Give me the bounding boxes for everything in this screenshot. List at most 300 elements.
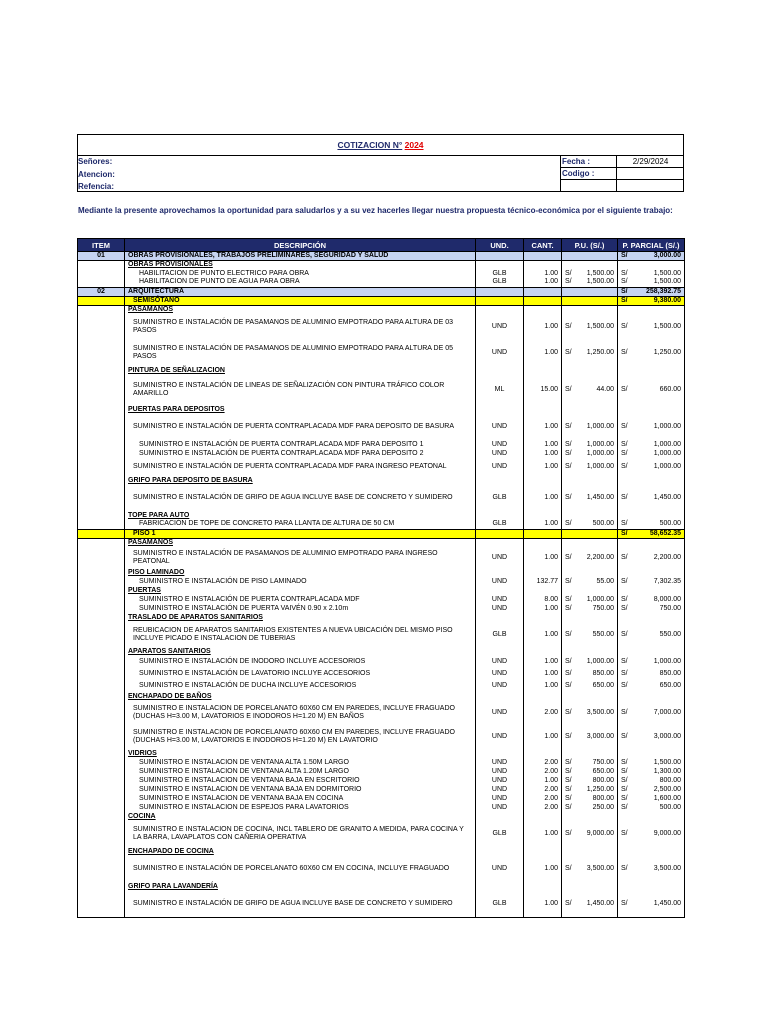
unit-price-cell <box>562 287 618 296</box>
currency-symbol: S/ <box>565 682 572 689</box>
description-cell: SUMINISTRO E INSTALACIÓN DE GRIFO DE AGUA INCLUYE BASE DE CONCRETO Y SUMIDERO <box>125 485 476 511</box>
unit-cell: ML <box>476 375 524 405</box>
amount: 1,450.00 <box>653 899 681 907</box>
table-row <box>78 821 685 847</box>
partial-price-cell <box>618 647 685 656</box>
unit-price-cell <box>562 520 618 529</box>
currency-symbol: S/ <box>565 553 572 561</box>
quantity-cell <box>524 511 562 520</box>
quantity-cell: 1.00 <box>524 821 562 847</box>
group-row <box>78 749 685 758</box>
currency-symbol: S/ <box>621 423 628 430</box>
description-cell: SUMINISTRO E INSTALACIÓN DE PORCELANATO 60X60 CM EN COCINA, INCLUYE FRAGUADO <box>125 856 476 882</box>
quantity-cell: 1.00 <box>524 604 562 613</box>
description-cell: SUMINISTRO E INSTALACIÓN DE PUERTA CONTRAPLACADA MDF PARA INGRESO PEATONAL <box>125 458 476 476</box>
amount: 1,000.00 <box>586 449 614 457</box>
partial-price-cell <box>618 586 685 595</box>
description-cell: ENCHAPADO DE BAÑOS <box>125 692 476 701</box>
partial-price-cell <box>618 340 685 366</box>
unit-cell: GLB <box>476 891 524 917</box>
atencion-label: Atencion: <box>78 170 115 179</box>
currency-symbol: S/ <box>565 440 572 448</box>
amount: 1,000.00 <box>586 463 614 470</box>
unit-price-cell <box>562 577 618 586</box>
item-cell <box>78 305 125 314</box>
group-row <box>78 538 685 547</box>
quantity-cell: 1.00 <box>524 891 562 917</box>
item-cell <box>78 296 125 305</box>
amount: 55.00 <box>596 577 614 585</box>
item-cell <box>78 785 125 794</box>
partial-price-cell <box>618 882 685 891</box>
item-cell <box>78 586 125 595</box>
unit-cell: UND <box>476 577 524 586</box>
description-cell: SUMINISTRO E INSTALACION DE PORCELANATO 60X60 CM EN PAREDES, INCLUYE FRAGUADO (DUCHAS H=3.00 M, LAVATORIOS E INODOROS H=1.20 M) EN BAÑOS <box>125 701 476 725</box>
amount: 650.00 <box>592 682 614 689</box>
table-row <box>78 701 685 725</box>
currency-symbol: S/ <box>565 520 572 528</box>
partial-price-cell <box>618 785 685 794</box>
currency-symbol: S/ <box>565 577 572 585</box>
unit-price-cell <box>562 314 618 340</box>
partial-price-cell <box>618 287 685 296</box>
currency-symbol: S/ <box>565 494 572 501</box>
unit-price-cell <box>562 647 618 656</box>
quantity-cell <box>524 529 562 538</box>
amount: 500.00 <box>659 803 681 811</box>
unit-price-cell <box>562 856 618 882</box>
quantity-cell <box>524 647 562 656</box>
partial-price-cell <box>618 680 685 692</box>
item-cell <box>78 656 125 668</box>
unit-cell <box>476 647 524 656</box>
description-cell: SUMINISTRO E INSTALACION DE VENTANA BAJA EN DORMITORIO <box>125 785 476 794</box>
description-cell: SUMINISTRO E INSTALACIÓN DE PUERTA CONTRAPLACADA MDF PARA DEPOSITO 1 <box>125 440 476 449</box>
description-cell: PINTURA DE SEÑALIZACION <box>125 366 476 375</box>
description-cell: PUERTAS PARA DEPOSITOS <box>125 405 476 414</box>
amount: 1,000.00 <box>653 423 681 430</box>
currency-symbol: S/ <box>565 670 572 677</box>
unit-cell: UND <box>476 803 524 812</box>
amount: 8,000.00 <box>653 595 681 603</box>
description-cell: OBRAS PROVISIONALES, TRABAJOS PRELIMINARES, SEGURIDAD Y SALUD <box>125 252 476 261</box>
quantity-cell <box>524 586 562 595</box>
unit-price-cell <box>562 547 618 568</box>
description-cell: ARQUITECTURA <box>125 287 476 296</box>
description-cell: PASAMANOS <box>125 305 476 314</box>
item-cell <box>78 366 125 375</box>
description-cell: ENCHAPADO DE COCINA <box>125 847 476 856</box>
table-row <box>78 856 685 882</box>
partial-price-cell <box>618 414 685 440</box>
currency-symbol: S/ <box>565 865 572 872</box>
description-cell: SUMINISTRO E INSTALACIÓN DE INODORO INCLUYE ACCESORIOS <box>125 656 476 668</box>
quantity-cell: 15.00 <box>524 375 562 405</box>
item-cell <box>78 261 125 270</box>
quantity-cell: 2.00 <box>524 803 562 812</box>
unit-price-cell <box>562 821 618 847</box>
table-row <box>78 414 685 440</box>
item-cell <box>78 520 125 529</box>
unit-cell: UND <box>476 414 524 440</box>
unit-cell: UND <box>476 794 524 803</box>
amount: 3,000.00 <box>653 252 681 259</box>
quantity-cell <box>524 252 562 261</box>
amount: 1,500.00 <box>653 278 681 286</box>
description-cell: SUMINISTRO E INSTALACIÓN DE PISO LAMINADO <box>125 577 476 586</box>
table-row <box>78 440 685 449</box>
table-row <box>78 458 685 476</box>
amount: 2,200.00 <box>653 553 681 561</box>
item-cell <box>78 511 125 520</box>
amount: 500.00 <box>592 520 614 528</box>
table-row <box>78 803 685 812</box>
group-row <box>78 613 685 622</box>
currency-symbol: S/ <box>565 767 572 775</box>
partial-price-cell <box>618 803 685 812</box>
currency-symbol: S/ <box>621 577 628 585</box>
currency-symbol: S/ <box>621 604 628 612</box>
amount: 7,000.00 <box>653 709 681 716</box>
unit-cell <box>476 538 524 547</box>
partial-price-cell <box>618 511 685 520</box>
currency-symbol: S/ <box>621 709 628 716</box>
unit-price-cell <box>562 278 618 287</box>
partial-price-cell <box>618 856 685 882</box>
partial-price-cell <box>618 440 685 449</box>
description-cell: GRIFO PARA LAVANDERÍA <box>125 882 476 891</box>
quantity-cell: 2.00 <box>524 758 562 767</box>
quotation-table <box>77 238 685 918</box>
group-row <box>78 882 685 891</box>
partial-price-cell <box>618 458 685 476</box>
unit-cell <box>476 568 524 577</box>
unit-cell: UND <box>476 767 524 776</box>
description-cell: SUMINISTRO E INSTALACIÓN DE PASAMANOS DE ALUMINIO EMPOTRADO PARA ALTURA DE 03 PASOS <box>125 314 476 340</box>
currency-symbol: S/ <box>621 520 628 528</box>
quantity-cell <box>524 366 562 375</box>
unit-price-cell <box>562 375 618 405</box>
partial-price-cell <box>618 538 685 547</box>
currency-symbol: S/ <box>621 682 628 689</box>
partial-price-cell <box>618 449 685 458</box>
description-cell: SUMINISTRO E INSTALACIÓN DE PUERTA CONTRAPLACADA MDF PARA DEPOSITO DE BASURA <box>125 414 476 440</box>
unit-cell <box>476 692 524 701</box>
currency-symbol: S/ <box>621 630 628 638</box>
amount: 1,500.00 <box>653 269 681 277</box>
table-row <box>78 680 685 692</box>
unit-price-cell <box>562 776 618 785</box>
amount: 750.00 <box>659 604 681 612</box>
amount: 660.00 <box>659 386 681 393</box>
partial-price-cell <box>618 776 685 785</box>
quantity-cell: 1.00 <box>524 278 562 287</box>
currency-symbol: S/ <box>565 449 572 457</box>
description-cell: APARATOS SANITARIOS <box>125 647 476 656</box>
unit-price-cell <box>562 767 618 776</box>
group-row <box>78 405 685 414</box>
currency-symbol: S/ <box>621 758 628 766</box>
currency-symbol: S/ <box>565 269 572 277</box>
unit-price-cell <box>562 529 618 538</box>
currency-symbol: S/ <box>621 440 628 448</box>
quantity-cell <box>524 287 562 296</box>
unit-price-cell <box>562 538 618 547</box>
currency-symbol: S/ <box>621 386 628 393</box>
unit-cell: GLB <box>476 622 524 647</box>
description-cell: SUMINISTRO E INSTALACIÓN DE PASAMANOS DE ALUMINIO EMPOTRADO PARA ALTURA DE 05 PASOS <box>125 340 476 366</box>
group-row <box>78 366 685 375</box>
fecha-value: 2/29/2024 <box>616 155 684 168</box>
item-cell: 01 <box>78 252 125 261</box>
quantity-cell <box>524 476 562 485</box>
currency-symbol: S/ <box>565 733 572 740</box>
unit-cell: GLB <box>476 520 524 529</box>
amount: 258,392.75 <box>645 287 681 295</box>
table-row <box>78 758 685 767</box>
quantity-cell: 1.00 <box>524 269 562 278</box>
quantity-cell: 1.00 <box>524 668 562 680</box>
partial-price-cell <box>618 405 685 414</box>
amount: 650.00 <box>592 767 614 775</box>
item-cell <box>78 314 125 340</box>
unit-price-cell <box>562 458 618 476</box>
quantity-cell: 132.77 <box>524 577 562 586</box>
unit-cell: GLB <box>476 821 524 847</box>
table-header-row <box>78 239 685 252</box>
unit-cell <box>476 252 524 261</box>
unit-cell: UND <box>476 547 524 568</box>
group-row <box>78 647 685 656</box>
currency-symbol: S/ <box>565 323 572 330</box>
blank-value-cell <box>616 180 684 192</box>
unit-price-cell <box>562 794 618 803</box>
item-cell <box>78 529 125 538</box>
quantity-cell: 1.00 <box>524 440 562 449</box>
partial-price-cell <box>618 656 685 668</box>
description-cell: PISO 1 <box>125 529 476 538</box>
quantity-cell <box>524 613 562 622</box>
unit-price-cell <box>562 812 618 821</box>
currency-symbol: S/ <box>621 278 628 286</box>
unit-price-cell <box>562 891 618 917</box>
amount: 1,500.00 <box>586 269 614 277</box>
amount: 1,450.00 <box>586 899 614 907</box>
table-row <box>78 375 685 405</box>
subsection-row <box>78 296 685 305</box>
unit-cell <box>476 586 524 595</box>
referencia-label: Refencia: <box>78 182 115 191</box>
unit-price-cell <box>562 595 618 604</box>
table-row <box>78 269 685 278</box>
amount: 800.00 <box>592 794 614 802</box>
unit-price-cell <box>562 449 618 458</box>
unit-cell: UND <box>476 680 524 692</box>
blank-label-cell <box>560 180 616 192</box>
unit-price-cell <box>562 668 618 680</box>
amount: 1,000.00 <box>586 423 614 430</box>
item-cell <box>78 701 125 725</box>
currency-symbol: S/ <box>565 830 572 837</box>
quantity-cell <box>524 261 562 270</box>
amount: 9,380.00 <box>653 296 681 304</box>
amount: 2,500.00 <box>653 785 681 793</box>
currency-symbol: S/ <box>621 553 628 561</box>
currency-symbol: S/ <box>565 630 572 638</box>
unit-cell: UND <box>476 758 524 767</box>
unit-price-cell <box>562 604 618 613</box>
currency-symbol: S/ <box>621 449 628 457</box>
unit-price-cell <box>562 252 618 261</box>
quantity-cell <box>524 538 562 547</box>
item-cell <box>78 476 125 485</box>
item-cell <box>78 847 125 856</box>
table-row <box>78 785 685 794</box>
amount: 1,300.00 <box>653 767 681 775</box>
table-row <box>78 794 685 803</box>
description-cell: HABILITACION DE PUNTO DE AGUA PARA OBRA <box>125 278 476 287</box>
amount: 650.00 <box>659 682 681 689</box>
unit-price-cell <box>562 296 618 305</box>
table-row <box>78 891 685 917</box>
currency-symbol: S/ <box>621 349 628 356</box>
quantity-cell: 1.00 <box>524 622 562 647</box>
quantity-cell: 1.00 <box>524 449 562 458</box>
description-cell: PASAMANOS <box>125 538 476 547</box>
description-cell: SUMINISTRO E INSTALACIÓN DE LAVATORIO INCLUYE ACCESORIOS <box>125 668 476 680</box>
item-cell <box>78 375 125 405</box>
amount: 1,000.00 <box>586 658 614 665</box>
table-row <box>78 622 685 647</box>
currency-symbol: S/ <box>621 494 628 501</box>
quantity-cell: 1.00 <box>524 414 562 440</box>
amount: 1,600.00 <box>653 794 681 802</box>
unit-cell <box>476 882 524 891</box>
currency-symbol: S/ <box>621 830 628 837</box>
partial-price-cell <box>618 366 685 375</box>
unit-cell: GLB <box>476 269 524 278</box>
partial-price-cell <box>618 812 685 821</box>
unit-price-cell <box>562 305 618 314</box>
codigo-value <box>616 168 684 180</box>
partial-price-cell <box>618 758 685 767</box>
description-cell: SUMINISTRO E INSTALACIÓN DE PASAMANOS DE ALUMINIO EMPOTRADO PARA INGRESO PEATONAL <box>125 547 476 568</box>
amount: 1,000.00 <box>586 440 614 448</box>
currency-symbol: S/ <box>565 278 572 286</box>
amount: 850.00 <box>659 670 681 677</box>
description-cell: SUMINISTRO E INSTALACION DE VENTANA BAJA EN ESCRITORIO <box>125 776 476 785</box>
col-pu: P.U. (S/.) <box>562 239 618 252</box>
item-cell <box>78 613 125 622</box>
unit-cell <box>476 287 524 296</box>
description-cell: TOPE PARA AUTO <box>125 511 476 520</box>
currency-symbol: S/ <box>565 349 572 356</box>
description-cell: SUMINISTRO E INSTALACION DE VENTANA BAJA EN COCINA <box>125 794 476 803</box>
unit-price-cell <box>562 758 618 767</box>
quantity-cell: 1.00 <box>524 314 562 340</box>
group-row <box>78 568 685 577</box>
currency-symbol: S/ <box>621 733 628 740</box>
currency-symbol: S/ <box>621 269 628 277</box>
amount: 1,000.00 <box>653 449 681 457</box>
quotation-title: COTIZACION N° 2024 <box>78 135 683 156</box>
partial-price-cell <box>618 701 685 725</box>
unit-cell: UND <box>476 458 524 476</box>
quantity-cell <box>524 812 562 821</box>
amount: 1,000.00 <box>653 658 681 665</box>
description-cell: SEMISÓTANO <box>125 296 476 305</box>
item-cell <box>78 891 125 917</box>
item-cell <box>78 547 125 568</box>
table-row <box>78 725 685 749</box>
partial-price-cell <box>618 314 685 340</box>
description-cell: REUBICACION DE APARATOS SANITARIOS EXISTENTES A NUEVA UBICACIÓN DEL MISMO PISO INCLUYE PICADO E INSTALACION DE TUBERIAS <box>125 622 476 647</box>
partial-price-cell <box>618 891 685 917</box>
item-cell <box>78 595 125 604</box>
amount: 750.00 <box>592 604 614 612</box>
description-cell: COCINA <box>125 812 476 821</box>
quantity-cell: 1.00 <box>524 856 562 882</box>
item-cell <box>78 803 125 812</box>
unit-cell <box>476 476 524 485</box>
partial-price-cell <box>618 595 685 604</box>
description-cell: SUMINISTRO E INSTALACIÓN DE DUCHA INCLUYE ACCESORIOS <box>125 680 476 692</box>
partial-price-cell <box>618 668 685 680</box>
currency-symbol: S/ <box>565 758 572 766</box>
unit-cell <box>476 261 524 270</box>
quantity-cell <box>524 749 562 758</box>
currency-symbol: S/ <box>621 803 628 811</box>
description-cell: SUMINISTRO E INSTALACION DE ESPEJOS PARA LAVATORIOS <box>125 803 476 812</box>
unit-price-cell <box>562 656 618 668</box>
amount: 44.00 <box>596 386 614 393</box>
group-row <box>78 476 685 485</box>
fecha-label-cell: Fecha : <box>560 155 616 168</box>
table-row <box>78 314 685 340</box>
quantity-cell <box>524 847 562 856</box>
partial-price-cell <box>618 613 685 622</box>
unit-price-cell <box>562 261 618 270</box>
quantity-cell: 1.00 <box>524 458 562 476</box>
unit-price-cell <box>562 680 618 692</box>
description-cell: SUMINISTRO E INSTALACIÓN DE GRIFO DE AGUA INCLUYE BASE DE CONCRETO Y SUMIDERO <box>125 891 476 917</box>
unit-price-cell <box>562 725 618 749</box>
partial-price-cell <box>618 529 685 538</box>
table-row <box>78 577 685 586</box>
item-cell <box>78 776 125 785</box>
unit-cell <box>476 305 524 314</box>
item-cell <box>78 692 125 701</box>
amount: 1,500.00 <box>653 323 681 330</box>
quotation-header <box>77 134 684 192</box>
quantity-cell <box>524 405 562 414</box>
amount: 550.00 <box>592 630 614 638</box>
description-cell: SUMINISTRO E INSTALACIÓN DE LINEAS DE SEÑALIZACIÓN CON PINTURA TRÁFICO COLOR AMARILLO <box>125 375 476 405</box>
amount: 3,000.00 <box>653 733 681 740</box>
quantity-cell: 2.00 <box>524 794 562 803</box>
partial-price-cell <box>618 252 685 261</box>
amount: 3,500.00 <box>586 865 614 872</box>
currency-symbol: S/ <box>565 776 572 784</box>
partial-price-cell <box>618 476 685 485</box>
amount: 550.00 <box>659 630 681 638</box>
unit-cell <box>476 296 524 305</box>
amount: 9,000.00 <box>586 830 614 837</box>
unit-cell: UND <box>476 785 524 794</box>
currency-symbol: S/ <box>565 658 572 665</box>
group-row <box>78 586 685 595</box>
amount: 250.00 <box>592 803 614 811</box>
